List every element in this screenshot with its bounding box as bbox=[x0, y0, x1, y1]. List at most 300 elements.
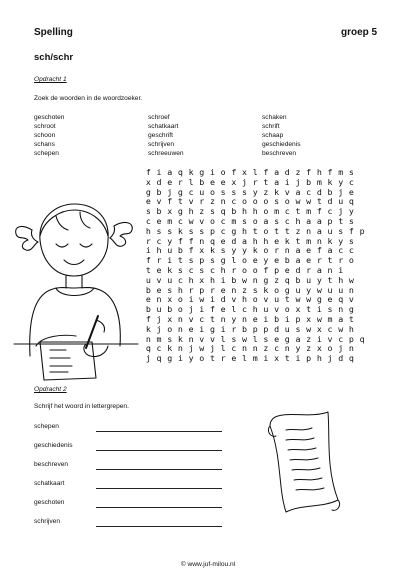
grid-letter[interactable]: s bbox=[188, 255, 194, 266]
grid-letter[interactable]: e bbox=[306, 255, 312, 266]
grid-letter[interactable]: a bbox=[327, 245, 333, 256]
grid-letter[interactable]: o bbox=[263, 206, 269, 217]
grid-letter[interactable]: v bbox=[327, 333, 333, 344]
grid-letter[interactable]: i bbox=[263, 353, 269, 364]
grid-letter[interactable]: c bbox=[220, 225, 226, 236]
grid-letter[interactable]: v bbox=[263, 294, 269, 305]
grid-letter[interactable]: n bbox=[306, 225, 312, 236]
grid-letter[interactable]: x bbox=[295, 304, 301, 315]
grid-letter[interactable]: t bbox=[306, 304, 312, 315]
grid-letter[interactable]: z bbox=[199, 206, 205, 217]
grid-letter[interactable]: v bbox=[199, 333, 205, 344]
grid-letter[interactable]: j bbox=[156, 323, 162, 334]
grid-letter[interactable]: u bbox=[338, 284, 344, 295]
grid-letter[interactable]: x bbox=[167, 294, 173, 305]
grid-letter[interactable]: o bbox=[252, 294, 258, 305]
grid-letter[interactable]: j bbox=[209, 343, 215, 354]
grid-letter[interactable]: q bbox=[284, 274, 290, 285]
grid-letter[interactable]: s bbox=[274, 196, 280, 207]
grid-letter[interactable]: u bbox=[306, 274, 312, 285]
grid-letter[interactable]: d bbox=[231, 235, 237, 246]
grid-letter[interactable]: q bbox=[359, 333, 365, 344]
grid-letter[interactable]: s bbox=[188, 225, 194, 236]
grid-letter[interactable]: w bbox=[188, 215, 194, 226]
grid-letter[interactable]: f bbox=[145, 255, 151, 266]
grid-letter[interactable]: l bbox=[252, 333, 258, 344]
grid-letter[interactable]: i bbox=[209, 167, 215, 177]
grid-letter[interactable]: s bbox=[263, 333, 269, 344]
grid-letter[interactable]: q bbox=[177, 167, 183, 177]
grid-letter[interactable]: o bbox=[252, 215, 258, 226]
grid-letter[interactable]: w bbox=[242, 274, 248, 285]
answer-line[interactable] bbox=[96, 488, 222, 489]
grid-letter[interactable]: h bbox=[316, 167, 322, 177]
grid-letter[interactable]: f bbox=[316, 245, 322, 256]
grid-letter[interactable]: p bbox=[274, 264, 280, 275]
grid-letter[interactable]: t bbox=[177, 196, 183, 207]
grid-letter[interactable]: c bbox=[242, 304, 248, 315]
grid-letter[interactable]: v bbox=[348, 294, 354, 305]
grid-letter[interactable]: o bbox=[177, 304, 183, 315]
grid-letter[interactable]: s bbox=[242, 186, 248, 197]
grid-letter[interactable]: f bbox=[327, 167, 333, 177]
grid-letter[interactable]: w bbox=[316, 284, 322, 295]
grid-letter[interactable]: m bbox=[231, 215, 237, 226]
grid-letter[interactable]: x bbox=[167, 313, 173, 324]
grid-letter[interactable]: w bbox=[306, 323, 312, 334]
grid-letter[interactable]: q bbox=[348, 353, 354, 364]
grid-letter[interactable]: e bbox=[220, 284, 226, 295]
grid-letter[interactable]: s bbox=[209, 255, 215, 266]
grid-letter[interactable]: f bbox=[145, 313, 151, 324]
grid-letter[interactable]: w bbox=[295, 196, 301, 207]
grid-letter[interactable]: b bbox=[231, 274, 237, 285]
grid-letter[interactable]: t bbox=[252, 225, 258, 236]
grid-letter[interactable]: h bbox=[145, 225, 151, 236]
grid-letter[interactable]: z bbox=[295, 225, 301, 236]
answer-line[interactable] bbox=[96, 507, 222, 508]
grid-letter[interactable]: i bbox=[199, 304, 205, 315]
grid-letter[interactable]: v bbox=[284, 186, 290, 197]
grid-letter[interactable]: u bbox=[263, 304, 269, 315]
grid-letter[interactable]: o bbox=[252, 196, 258, 207]
grid-letter[interactable]: c bbox=[177, 215, 183, 226]
grid-letter[interactable]: o bbox=[199, 353, 205, 364]
grid-letter[interactable]: c bbox=[327, 206, 333, 217]
grid-letter[interactable]: q bbox=[348, 196, 354, 207]
grid-letter[interactable]: h bbox=[220, 264, 226, 275]
grid-letter[interactable]: n bbox=[177, 313, 183, 324]
grid-letter[interactable]: n bbox=[316, 235, 322, 246]
grid-letter[interactable]: s bbox=[252, 284, 258, 295]
grid-letter[interactable]: k bbox=[274, 186, 280, 197]
grid-letter[interactable]: r bbox=[145, 235, 151, 246]
grid-letter[interactable]: p bbox=[209, 225, 215, 236]
grid-letter[interactable]: o bbox=[263, 196, 269, 207]
grid-letter[interactable]: u bbox=[199, 186, 205, 197]
grid-letter[interactable]: b bbox=[156, 206, 162, 217]
grid-letter[interactable]: s bbox=[220, 245, 226, 256]
grid-letter[interactable]: o bbox=[252, 264, 258, 275]
grid-letter[interactable]: s bbox=[348, 235, 354, 246]
grid-letter[interactable]: z bbox=[242, 284, 248, 295]
grid-letter[interactable]: i bbox=[188, 294, 194, 305]
grid-letter[interactable]: m bbox=[327, 313, 333, 324]
grid-letter[interactable]: b bbox=[274, 313, 280, 324]
grid-letter[interactable]: a bbox=[316, 264, 322, 275]
grid-letter[interactable]: r bbox=[199, 196, 205, 207]
grid-letter[interactable]: d bbox=[338, 353, 344, 364]
grid-letter[interactable]: i bbox=[167, 255, 173, 266]
grid-letter[interactable]: q bbox=[145, 343, 151, 354]
grid-letter[interactable]: f bbox=[188, 245, 194, 256]
grid-letter[interactable]: c bbox=[209, 264, 215, 275]
grid-letter[interactable]: n bbox=[252, 274, 258, 285]
grid-letter[interactable]: b bbox=[177, 245, 183, 256]
grid-letter[interactable]: u bbox=[327, 284, 333, 295]
grid-letter[interactable]: b bbox=[167, 304, 173, 315]
grid-letter[interactable]: n bbox=[220, 313, 226, 324]
grid-letter[interactable]: o bbox=[263, 245, 269, 256]
grid-letter[interactable]: a bbox=[295, 186, 301, 197]
grid-letter[interactable]: n bbox=[177, 323, 183, 334]
grid-letter[interactable]: j bbox=[145, 353, 151, 364]
grid-letter[interactable]: k bbox=[284, 235, 290, 246]
grid-letter[interactable]: t bbox=[295, 206, 301, 217]
grid-letter[interactable]: z bbox=[263, 186, 269, 197]
grid-letter[interactable]: h bbox=[242, 294, 248, 305]
grid-letter[interactable]: o bbox=[209, 186, 215, 197]
grid-letter[interactable]: t bbox=[284, 353, 290, 364]
grid-letter[interactable]: l bbox=[231, 304, 237, 315]
grid-letter[interactable]: z bbox=[295, 167, 301, 177]
grid-letter[interactable]: d bbox=[327, 196, 333, 207]
grid-letter[interactable]: d bbox=[274, 323, 280, 334]
grid-letter[interactable]: c bbox=[284, 206, 290, 217]
grid-letter[interactable]: t bbox=[338, 215, 344, 226]
grid-letter[interactable]: e bbox=[209, 176, 215, 187]
grid-letter[interactable]: b bbox=[145, 304, 151, 315]
grid-letter[interactable]: r bbox=[156, 255, 162, 266]
grid-letter[interactable]: d bbox=[220, 294, 226, 305]
grid-letter[interactable]: o bbox=[242, 264, 248, 275]
grid-letter[interactable]: n bbox=[242, 313, 248, 324]
grid-letter[interactable]: s bbox=[327, 304, 333, 315]
grid-letter[interactable]: i bbox=[145, 245, 151, 256]
grid-letter[interactable]: t bbox=[295, 235, 301, 246]
grid-letter[interactable]: f bbox=[145, 167, 151, 177]
grid-letter[interactable]: w bbox=[348, 274, 354, 285]
grid-letter[interactable]: t bbox=[263, 176, 269, 187]
grid-letter[interactable]: e bbox=[274, 235, 280, 246]
grid-letter[interactable]: p bbox=[252, 323, 258, 334]
grid-letter[interactable]: w bbox=[306, 294, 312, 305]
grid-letter[interactable]: v bbox=[188, 313, 194, 324]
grid-letter[interactable]: z bbox=[306, 343, 312, 354]
grid-letter[interactable]: h bbox=[188, 274, 194, 285]
grid-letter[interactable]: h bbox=[252, 304, 258, 315]
grid-letter[interactable]: s bbox=[167, 333, 173, 344]
grid-letter[interactable]: g bbox=[316, 294, 322, 305]
grid-letter[interactable]: r bbox=[188, 284, 194, 295]
grid-letter[interactable]: o bbox=[284, 196, 290, 207]
grid-letter[interactable]: o bbox=[167, 323, 173, 334]
grid-letter[interactable]: s bbox=[220, 186, 226, 197]
grid-letter[interactable]: m bbox=[338, 167, 344, 177]
grid-letter[interactable]: b bbox=[284, 255, 290, 266]
grid-letter[interactable]: t bbox=[284, 225, 290, 236]
grid-letter[interactable]: e bbox=[274, 255, 280, 266]
grid-letter[interactable]: b bbox=[306, 176, 312, 187]
grid-letter[interactable]: h bbox=[252, 206, 258, 217]
grid-letter[interactable]: g bbox=[145, 186, 151, 197]
grid-letter[interactable]: e bbox=[252, 255, 258, 266]
grid-letter[interactable]: u bbox=[284, 323, 290, 334]
grid-letter[interactable]: e bbox=[231, 353, 237, 364]
grid-letter[interactable]: d bbox=[316, 186, 322, 197]
grid-letter[interactable]: t bbox=[145, 264, 151, 275]
grid-letter[interactable]: s bbox=[231, 186, 237, 197]
grid-letter[interactable]: k bbox=[327, 176, 333, 187]
grid-letter[interactable]: u bbox=[167, 274, 173, 285]
grid-letter[interactable]: y bbox=[252, 186, 258, 197]
grid-letter[interactable]: g bbox=[199, 167, 205, 177]
grid-letter[interactable]: n bbox=[348, 284, 354, 295]
grid-letter[interactable]: p bbox=[263, 323, 269, 334]
grid-letter[interactable]: e bbox=[348, 186, 354, 197]
grid-letter[interactable]: p bbox=[306, 353, 312, 364]
grid-letter[interactable]: i bbox=[177, 353, 183, 364]
grid-letter[interactable]: j bbox=[338, 343, 344, 354]
grid-letter[interactable]: e bbox=[306, 245, 312, 256]
grid-letter[interactable]: r bbox=[316, 255, 322, 266]
grid-letter[interactable]: u bbox=[156, 304, 162, 315]
grid-letter[interactable]: t bbox=[209, 353, 215, 364]
grid-letter[interactable]: i bbox=[209, 294, 215, 305]
grid-letter[interactable]: b bbox=[156, 186, 162, 197]
grid-letter[interactable]: k bbox=[177, 225, 183, 236]
grid-letter[interactable]: a bbox=[274, 176, 280, 187]
grid-letter[interactable]: g bbox=[348, 304, 354, 315]
grid-letter[interactable]: a bbox=[295, 245, 301, 256]
grid-letter[interactable]: h bbox=[252, 235, 258, 246]
grid-letter[interactable]: h bbox=[209, 274, 215, 285]
grid-letter[interactable]: c bbox=[306, 186, 312, 197]
grid-letter[interactable]: b bbox=[327, 186, 333, 197]
grid-letter[interactable]: s bbox=[242, 215, 248, 226]
grid-letter[interactable]: i bbox=[263, 313, 269, 324]
grid-letter[interactable]: h bbox=[263, 235, 269, 246]
grid-letter[interactable]: m bbox=[274, 206, 280, 217]
grid-letter[interactable]: i bbox=[220, 323, 226, 334]
grid-letter[interactable]: f bbox=[306, 167, 312, 177]
grid-letter[interactable]: i bbox=[316, 304, 322, 315]
grid-letter[interactable]: s bbox=[145, 206, 151, 217]
grid-letter[interactable]: k bbox=[177, 333, 183, 344]
grid-letter[interactable]: i bbox=[316, 333, 322, 344]
grid-letter[interactable]: k bbox=[327, 235, 333, 246]
grid-letter[interactable]: o bbox=[209, 215, 215, 226]
grid-letter[interactable]: c bbox=[348, 176, 354, 187]
grid-letter[interactable]: e bbox=[156, 264, 162, 275]
answer-line[interactable] bbox=[96, 431, 222, 432]
grid-letter[interactable]: c bbox=[284, 215, 290, 226]
grid-letter[interactable]: v bbox=[274, 304, 280, 315]
grid-letter[interactable]: c bbox=[338, 245, 344, 256]
grid-letter[interactable]: k bbox=[263, 284, 269, 295]
grid-letter[interactable]: w bbox=[316, 313, 322, 324]
grid-letter[interactable]: v bbox=[231, 294, 237, 305]
grid-letter[interactable]: w bbox=[295, 294, 301, 305]
grid-letter[interactable]: d bbox=[156, 176, 162, 187]
grid-letter[interactable]: c bbox=[231, 196, 237, 207]
grid-letter[interactable]: h bbox=[188, 206, 194, 217]
grid-letter[interactable]: r bbox=[306, 264, 312, 275]
grid-letter[interactable]: e bbox=[167, 176, 173, 187]
grid-letter[interactable]: b bbox=[295, 274, 301, 285]
grid-letter[interactable]: n bbox=[145, 333, 151, 344]
grid-letter[interactable]: h bbox=[242, 206, 248, 217]
grid-letter[interactable]: e bbox=[274, 333, 280, 344]
grid-letter[interactable]: b bbox=[145, 284, 151, 295]
grid-letter[interactable]: k bbox=[145, 323, 151, 334]
grid-letter[interactable]: h bbox=[242, 225, 248, 236]
grid-letter[interactable]: a bbox=[274, 167, 280, 177]
grid-letter[interactable]: m bbox=[306, 235, 312, 246]
grid-letter[interactable]: x bbox=[316, 323, 322, 334]
grid-letter[interactable]: o bbox=[348, 255, 354, 266]
grid-letter[interactable]: n bbox=[338, 304, 344, 315]
grid-letter[interactable]: a bbox=[338, 313, 344, 324]
grid-letter[interactable]: o bbox=[327, 343, 333, 354]
grid-letter[interactable]: b bbox=[231, 206, 237, 217]
grid-letter[interactable]: b bbox=[242, 323, 248, 334]
grid-letter[interactable]: k bbox=[167, 343, 173, 354]
grid-letter[interactable]: i bbox=[156, 167, 162, 177]
grid-letter[interactable]: y bbox=[316, 274, 322, 285]
grid-letter[interactable]: h bbox=[338, 274, 344, 285]
grid-letter[interactable]: t bbox=[284, 294, 290, 305]
grid-letter[interactable]: u bbox=[274, 294, 280, 305]
grid-letter[interactable]: x bbox=[306, 313, 312, 324]
grid-letter[interactable]: e bbox=[145, 294, 151, 305]
grid-letter[interactable]: w bbox=[199, 294, 205, 305]
grid-letter[interactable]: e bbox=[156, 284, 162, 295]
grid-letter[interactable]: u bbox=[295, 284, 301, 295]
grid-letter[interactable]: r bbox=[177, 176, 183, 187]
grid-letter[interactable]: r bbox=[220, 353, 226, 364]
grid-letter[interactable]: j bbox=[156, 313, 162, 324]
grid-letter[interactable]: s bbox=[167, 225, 173, 236]
grid-letter[interactable]: s bbox=[338, 225, 344, 236]
grid-letter[interactable]: n bbox=[284, 343, 290, 354]
grid-letter[interactable]: o bbox=[220, 167, 226, 177]
grid-letter[interactable]: t bbox=[274, 225, 280, 236]
grid-letter[interactable]: o bbox=[242, 196, 248, 207]
grid-letter[interactable]: n bbox=[188, 333, 194, 344]
grid-letter[interactable]: c bbox=[220, 215, 226, 226]
grid-letter[interactable]: t bbox=[327, 255, 333, 266]
grid-letter[interactable]: l bbox=[231, 255, 237, 266]
grid-letter[interactable]: q bbox=[209, 235, 215, 246]
grid-letter[interactable]: r bbox=[274, 245, 280, 256]
grid-letter[interactable]: r bbox=[231, 264, 237, 275]
grid-letter[interactable]: u bbox=[167, 245, 173, 256]
grid-letter[interactable]: o bbox=[274, 284, 280, 295]
grid-letter[interactable]: x bbox=[199, 274, 205, 285]
grid-letter[interactable]: s bbox=[156, 225, 162, 236]
grid-letter[interactable]: e bbox=[220, 176, 226, 187]
grid-letter[interactable]: s bbox=[177, 264, 183, 275]
grid-letter[interactable]: u bbox=[145, 274, 151, 285]
grid-letter[interactable]: n bbox=[284, 245, 290, 256]
grid-letter[interactable]: y bbox=[263, 255, 269, 266]
grid-letter[interactable]: n bbox=[242, 343, 248, 354]
grid-letter[interactable]: w bbox=[306, 196, 312, 207]
grid-letter[interactable]: z bbox=[306, 333, 312, 344]
grid-letter[interactable]: g bbox=[231, 225, 237, 236]
grid-letter[interactable]: g bbox=[167, 353, 173, 364]
grid-letter[interactable]: k bbox=[252, 245, 258, 256]
grid-letter[interactable]: h bbox=[177, 284, 183, 295]
grid-letter[interactable]: m bbox=[167, 215, 173, 226]
grid-letter[interactable]: l bbox=[220, 343, 226, 354]
grid-letter[interactable]: g bbox=[284, 284, 290, 295]
grid-letter[interactable]: c bbox=[156, 343, 162, 354]
answer-line[interactable] bbox=[96, 469, 222, 470]
grid-letter[interactable]: v bbox=[199, 215, 205, 226]
grid-letter[interactable]: w bbox=[242, 333, 248, 344]
grid-letter[interactable]: m bbox=[252, 353, 258, 364]
grid-letter[interactable]: x bbox=[231, 176, 237, 187]
grid-letter[interactable]: i bbox=[295, 353, 301, 364]
grid-letter[interactable]: x bbox=[316, 343, 322, 354]
grid-letter[interactable]: y bbox=[188, 353, 194, 364]
grid-letter[interactable]: i bbox=[284, 176, 290, 187]
grid-letter[interactable]: f bbox=[231, 167, 237, 177]
grid-letter[interactable]: o bbox=[177, 294, 183, 305]
grid-letter[interactable]: g bbox=[220, 255, 226, 266]
grid-letter[interactable]: j bbox=[338, 206, 344, 217]
grid-letter[interactable]: h bbox=[156, 245, 162, 256]
grid-letter[interactable]: h bbox=[295, 215, 301, 226]
grid-letter[interactable]: e bbox=[220, 304, 226, 315]
grid-letter[interactable]: a bbox=[263, 215, 269, 226]
grid-letter[interactable]: v bbox=[209, 333, 215, 344]
grid-letter[interactable]: s bbox=[295, 323, 301, 334]
word-search-grid[interactable] bbox=[143, 168, 367, 364]
grid-letter[interactable]: f bbox=[348, 225, 354, 236]
grid-letter[interactable]: j bbox=[295, 176, 301, 187]
grid-letter[interactable]: x bbox=[145, 176, 151, 187]
grid-letter[interactable]: c bbox=[188, 186, 194, 197]
grid-letter[interactable]: p bbox=[295, 313, 301, 324]
grid-letter[interactable]: f bbox=[209, 304, 215, 315]
grid-letter[interactable]: e bbox=[327, 294, 333, 305]
grid-letter[interactable]: j bbox=[327, 353, 333, 364]
grid-letter[interactable]: l bbox=[220, 333, 226, 344]
grid-letter[interactable]: g bbox=[284, 333, 290, 344]
grid-letter[interactable]: g bbox=[177, 186, 183, 197]
grid-letter[interactable]: s bbox=[274, 215, 280, 226]
grid-letter[interactable]: j bbox=[188, 304, 194, 315]
grid-letter[interactable]: n bbox=[220, 196, 226, 207]
grid-letter[interactable]: o bbox=[284, 304, 290, 315]
grid-letter[interactable]: c bbox=[177, 274, 183, 285]
grid-letter[interactable]: l bbox=[252, 167, 258, 177]
grid-letter[interactable]: p bbox=[359, 225, 365, 236]
grid-letter[interactable]: y bbox=[242, 245, 248, 256]
